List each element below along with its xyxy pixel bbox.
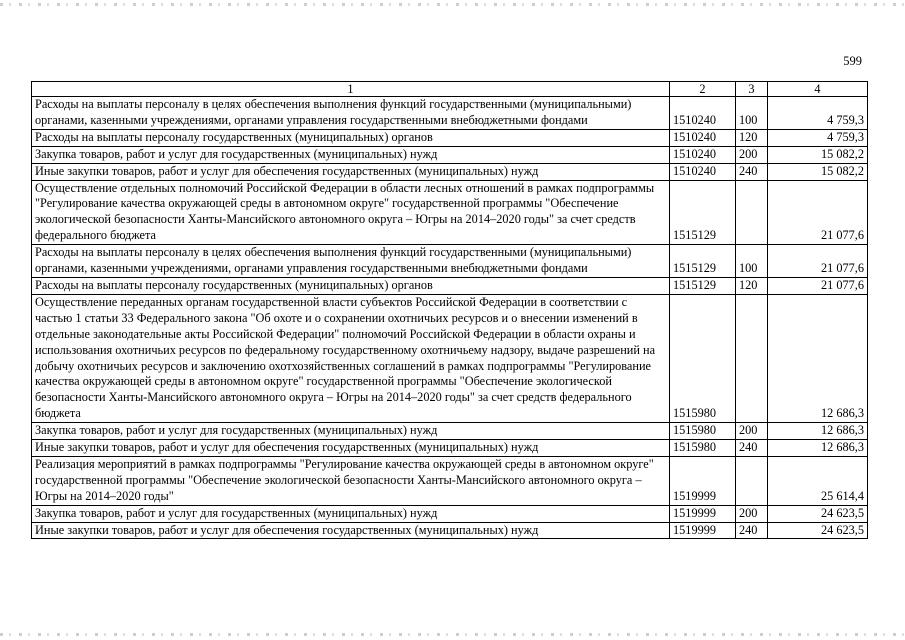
row-amount: 4 759,3 xyxy=(768,129,868,146)
table-row xyxy=(32,522,868,539)
row-description: Расходы на выплаты персоналу в целях обеспечения выполнения функций государственными (муниципальными) органами, казенными учреждениями, органами управления государственными внебюджетными фондами xyxy=(32,97,670,130)
row-code: 1515129 xyxy=(670,245,736,278)
table-row xyxy=(32,180,868,245)
column-header: 3 xyxy=(736,82,768,97)
row-amount: 21 077,6 xyxy=(768,277,868,294)
row-amount: 21 077,6 xyxy=(768,180,868,245)
row-description: Иные закупки товаров, работ и услуг для обеспечения государственных (муниципальных) нужд xyxy=(32,522,670,539)
row-amount: 24 623,5 xyxy=(768,522,868,539)
row-type xyxy=(736,456,768,505)
row-type: 120 xyxy=(736,277,768,294)
row-type xyxy=(736,180,768,245)
row-code: 1519999 xyxy=(670,456,736,505)
table-row xyxy=(32,97,868,130)
row-description: Иные закупки товаров, работ и услуг для обеспечения государственных (муниципальных) нужд xyxy=(32,163,670,180)
row-amount: 4 759,3 xyxy=(768,97,868,130)
table-row xyxy=(32,163,868,180)
row-amount: 21 077,6 xyxy=(768,245,868,278)
row-amount: 15 082,2 xyxy=(768,163,868,180)
scan-edge-bottom xyxy=(0,633,905,636)
row-type: 100 xyxy=(736,245,768,278)
scan-edge-top xyxy=(0,3,905,6)
row-amount: 12 686,3 xyxy=(768,423,868,440)
row-code: 1510240 xyxy=(670,97,736,130)
row-code: 1515129 xyxy=(670,180,736,245)
row-code: 1519999 xyxy=(670,522,736,539)
budget-table xyxy=(31,81,868,539)
row-amount: 24 623,5 xyxy=(768,505,868,522)
row-description: Осуществление переданных органам государственной власти субъектов Российской Федерации в соответствии с частью 1 статьи 33 Федерального закона "Об охоте и о сохранении охотничьих ресурсов и о внесении изменений в отдельные законодательные акты Российской Федерации" полномочий Российской Федерации в области охраны и использования охотничьих ресурсов по федеральному государственному охотничьему надзору, выдаче разрешений на добычу охотничьих ресурсов и заключению охотхозяйственных соглашений в рамках подпрограммы "Регулирование качества окружающей среды в автономном округе" государственной программы "Обеспечение экологической безопасности Ханты-Мансийского автономного округа – Югры на 2014–2020 годы" за счет средств федерального бюджета xyxy=(32,294,670,422)
page-number: 599 xyxy=(843,54,862,68)
column-header: 2 xyxy=(670,82,736,97)
row-description: Расходы на выплаты персоналу в целях обеспечения выполнения функций государственными (муниципальными) органами, казенными учреждениями, органами управления государственными внебюджетными фондами xyxy=(32,245,670,278)
table-row xyxy=(32,423,868,440)
row-type: 200 xyxy=(736,146,768,163)
row-code: 1510240 xyxy=(670,163,736,180)
row-type: 200 xyxy=(736,423,768,440)
row-type: 240 xyxy=(736,440,768,457)
table-header-row xyxy=(32,82,868,97)
row-description: Иные закупки товаров, работ и услуг для обеспечения государственных (муниципальных) нужд xyxy=(32,440,670,457)
row-code: 1510240 xyxy=(670,129,736,146)
table-row xyxy=(32,277,868,294)
row-type: 200 xyxy=(736,505,768,522)
row-type: 240 xyxy=(736,163,768,180)
row-type xyxy=(736,294,768,422)
row-code: 1515980 xyxy=(670,440,736,457)
row-description: Закупка товаров, работ и услуг для государственных (муниципальных) нужд xyxy=(32,146,670,163)
table-row xyxy=(32,456,868,505)
row-amount: 15 082,2 xyxy=(768,146,868,163)
table-row xyxy=(32,245,868,278)
row-amount: 12 686,3 xyxy=(768,440,868,457)
column-header: 4 xyxy=(768,82,868,97)
table-row xyxy=(32,505,868,522)
row-amount: 25 614,4 xyxy=(768,456,868,505)
row-type: 240 xyxy=(736,522,768,539)
row-type: 120 xyxy=(736,129,768,146)
row-description: Реализация мероприятий в рамках подпрограммы "Регулирование качества окружающей среды в автономном округе" государственной программы "Обеспечение экологической безопасности Ханты-Мансийского автономного округа – Югры на 2014–2020 годы" xyxy=(32,456,670,505)
row-description: Расходы на выплаты персоналу государственных (муниципальных) органов xyxy=(32,129,670,146)
row-code: 1515129 xyxy=(670,277,736,294)
row-description: Расходы на выплаты персоналу государственных (муниципальных) органов xyxy=(32,277,670,294)
column-header: 1 xyxy=(32,82,670,97)
row-code: 1510240 xyxy=(670,146,736,163)
budget-table-body xyxy=(32,82,868,539)
row-code: 1515980 xyxy=(670,294,736,422)
row-code: 1519999 xyxy=(670,505,736,522)
row-description: Осуществление отдельных полномочий Российской Федерации в области лесных отношений в рамках подпрограммы "Регулирование качества окружающей среды в автономном округе" государственной программы "Обеспечение экологической безопасности Ханты-Мансийского автономного округа – Югры на 2014–2020 годы" за счет средств федерального бюджета xyxy=(32,180,670,245)
row-type: 100 xyxy=(736,97,768,130)
table-row xyxy=(32,129,868,146)
table-row xyxy=(32,294,868,422)
table-row xyxy=(32,146,868,163)
table-row xyxy=(32,440,868,457)
row-description: Закупка товаров, работ и услуг для государственных (муниципальных) нужд xyxy=(32,505,670,522)
row-amount: 12 686,3 xyxy=(768,294,868,422)
row-description: Закупка товаров, работ и услуг для государственных (муниципальных) нужд xyxy=(32,423,670,440)
row-code: 1515980 xyxy=(670,423,736,440)
